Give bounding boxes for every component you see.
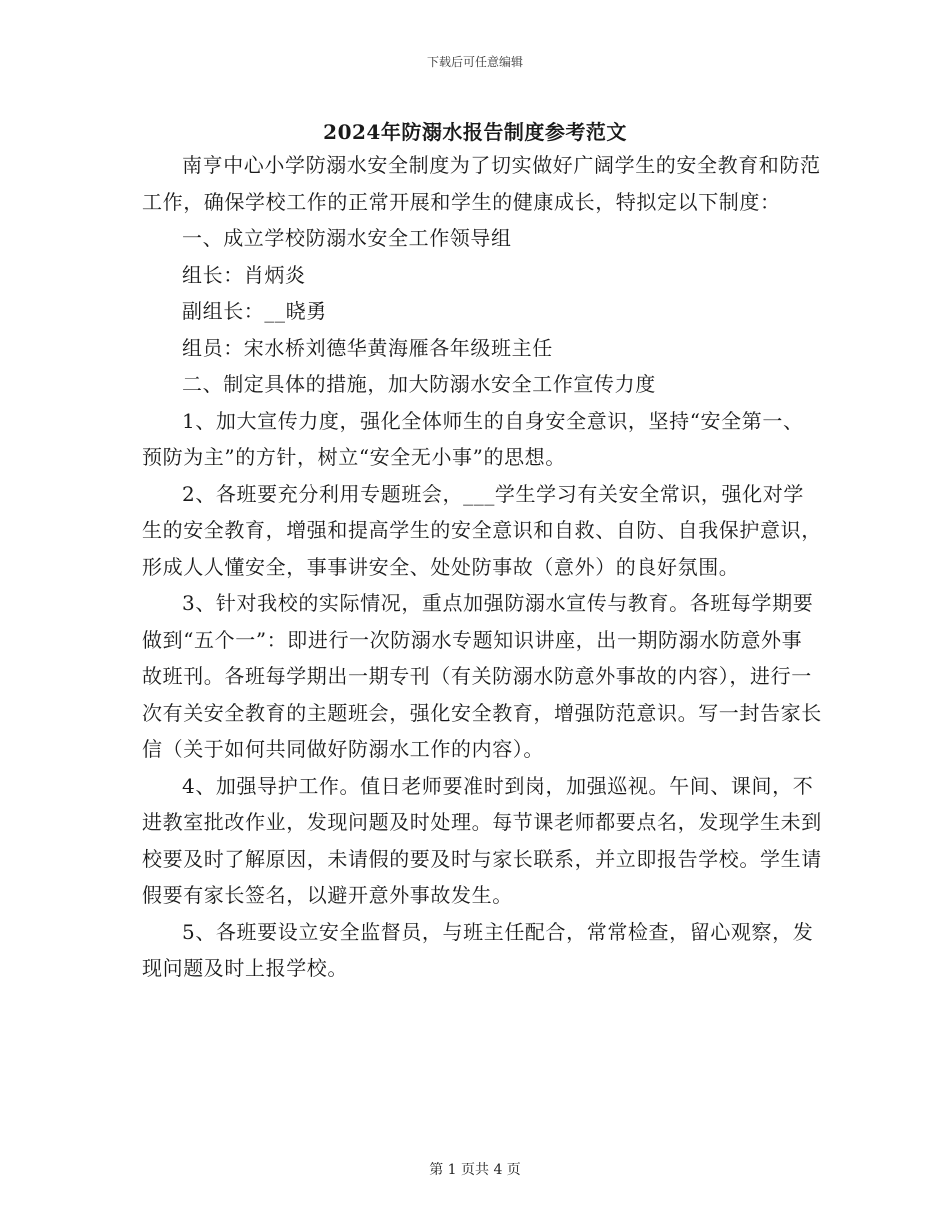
paragraph-item-2: 2、各班要充分利用专题班会，___学生学习有关安全常识，强化对学生的安全教育，增强和提高学生的安全意识和自救、自防、自我保护意识，形成人人懂安全，事事讲安全、处处防事故（意外）的良好氛围。 (142, 481, 822, 579)
document-body (142, 147, 822, 987)
paragraph-section-1-heading: 一、成立学校防溺水安全工作领导组 (182, 226, 512, 250)
paragraph-item-3: 3、针对我校的实际情况，重点加强防溺水宣传与教育。各班每学期要做到“五个一”：即进行一次防溺水专题知识讲座，出一期防溺水防意外事故班刊。各班每学期出一期专刊（有关防溺水防意外事故的内容），进行一次有关安全教育的主题班会，强化安全教育，增强防范意识。写一封告家长信（关于如何共同做好防溺水工作的内容）。 (142, 591, 822, 761)
paragraph-item-4: 4、加强导护工作。值日老师要准时到岗，加强巡视。午间、课间，不进教室批改作业，发现问题及时处理。每节课老师都要点名，发现学生未到校要及时了解原因，未请假的要及时与家长联系，并立即报告学校。学生请假要有家长签名，以避开意外事故发生。 (142, 773, 822, 907)
paragraph-item-1: 1、加大宣传力度，强化全体师生的自身安全意识，坚持“安全第一、预防为主”的方针，树立“安全无小事”的思想。 (142, 408, 804, 469)
paragraph-section-2-heading: 二、制定具体的措施，加大防溺水安全工作宣传力度 (182, 372, 656, 396)
paragraph-members: 组员：宋水桥刘德华黄海雁各年级班主任 (182, 335, 553, 360)
paragraph-intro: 南亨中心小学防溺水安全制度为了切实做好广阔学生的安全教育和防范工作，确保学校工作的正常开展和学生的健康成长，特拟定以下制度： (142, 153, 821, 214)
document-title: 2024年防溺水报告制度参考范文 (323, 120, 627, 144)
header-note: 下载后可任意编辑 (426, 55, 523, 69)
paragraph-leader: 组长：肖炳炎 (182, 262, 306, 287)
paragraph-item-5: 5、各班要设立安全监督员，与班主任配合，常常检查，留心观察，发现问题及时上报学校。 (142, 919, 814, 980)
page-footer: 第 1 页共 4 页 (429, 1162, 521, 1178)
paragraph-deputy-leader: 副组长：__晓勇 (182, 299, 327, 323)
